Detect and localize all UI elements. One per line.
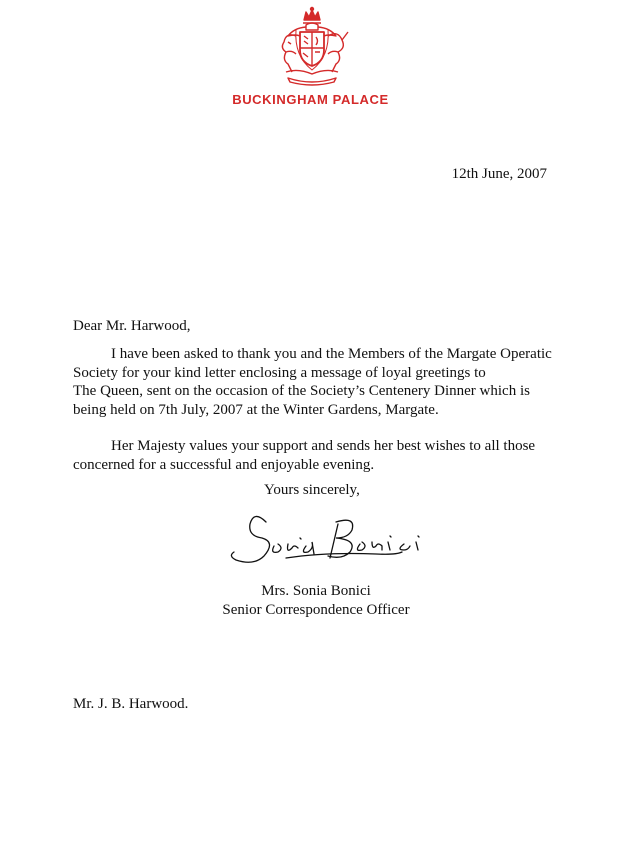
addressee: Mr. J. B. Harwood. <box>73 696 189 712</box>
body-paragraph: Her Majesty values your support and sends her best wishes to all those concerned for a successful and enjoyable evening. <box>73 438 536 473</box>
body-paragraph: I have been asked to thank you and the Members of the Margate Operatic Society for your kind letter enclosing a message of loyal greetings to The Queen, sent on the occasion of the Society’s Centenery Dinner which is being held on 7th July, 2007 at the Winter Gardens, Margate. <box>73 346 552 418</box>
letter-body <box>73 345 553 492</box>
signer-name: Mrs. Sonia Bonici <box>261 583 371 599</box>
organization-name: BUCKINGHAM PALACE <box>232 92 389 107</box>
closing: Yours sincerely, <box>264 482 360 498</box>
letter-date: 12th June, 2007 <box>451 166 547 182</box>
signer-title: Senior Correspondence Officer <box>222 602 410 618</box>
salutation: Dear Mr. Harwood, <box>73 318 191 334</box>
letterhead <box>0 0 621 115</box>
handwritten-signature <box>226 508 442 570</box>
royal-crest-icon <box>268 6 356 86</box>
signer-block <box>221 582 411 620</box>
